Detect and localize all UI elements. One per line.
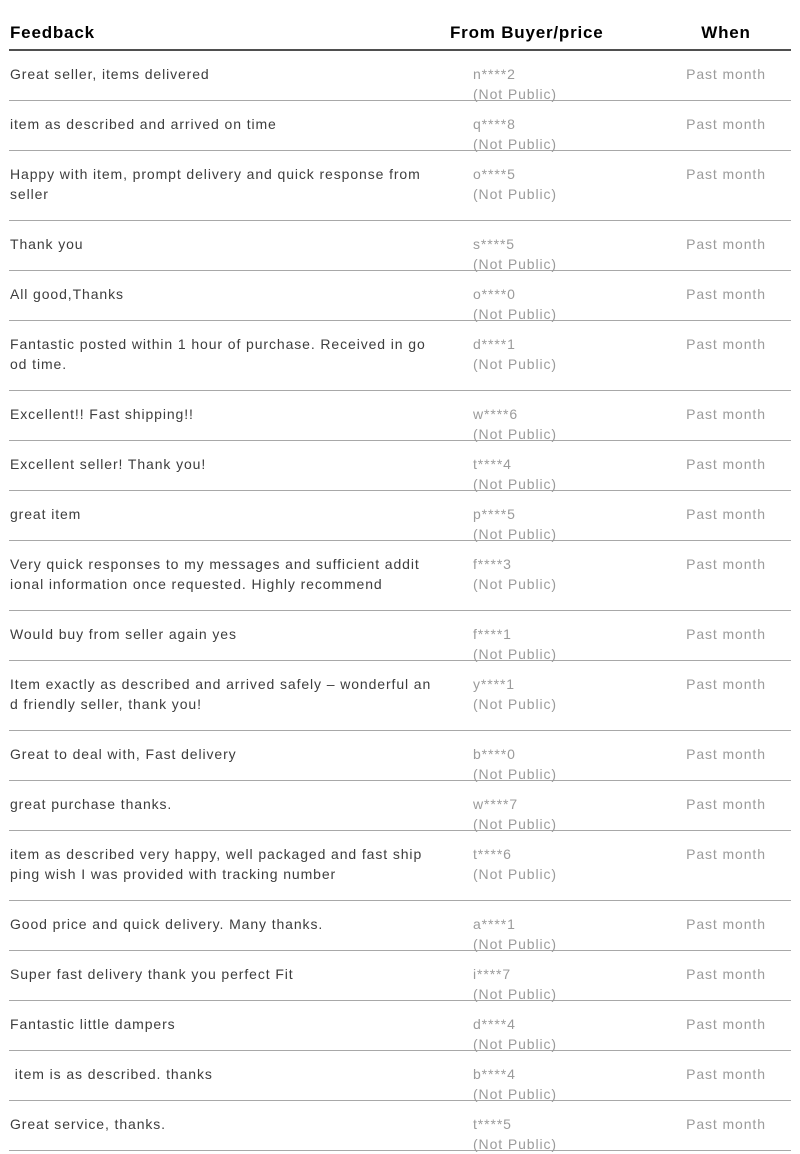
buyer-cell	[446, 914, 661, 952]
feedback-date: Past month	[686, 336, 766, 352]
feedback-row	[9, 901, 791, 951]
not-public-label: (Not Public)	[473, 866, 557, 882]
feedback-date: Past month	[686, 676, 766, 692]
buyer-cell	[446, 284, 661, 322]
not-public-label: (Not Public)	[473, 186, 557, 202]
buyer-cell	[446, 164, 661, 202]
feedback-comment: item as described and arrived on time	[10, 116, 277, 132]
feedback-comment: Item exactly as described and arrived safely – wonderful an d friendly seller, thank you!	[10, 676, 432, 712]
feedback-comment: Great to deal with, Fast delivery	[10, 746, 237, 762]
feedback-row	[9, 441, 791, 491]
not-public-label: (Not Public)	[473, 426, 557, 442]
buyer-masked-id: w****7	[473, 796, 519, 812]
feedback-date: Past month	[686, 796, 766, 812]
not-public-label: (Not Public)	[473, 136, 557, 152]
feedback-date: Past month	[686, 456, 766, 472]
buyer-cell	[446, 234, 661, 272]
buyer-cell	[446, 404, 661, 442]
feedback-date: Past month	[686, 506, 766, 522]
not-public-label: (Not Public)	[473, 696, 557, 712]
feedback-row	[9, 831, 791, 901]
column-header-feedback: Feedback	[10, 23, 95, 42]
feedback-comment: Super fast delivery thank you perfect Fit	[10, 966, 294, 982]
feedback-date: Past month	[686, 66, 766, 82]
feedback-comment: Good price and quick delivery. Many thanks.	[10, 916, 324, 932]
column-header-when: When	[701, 23, 751, 42]
buyer-masked-id: t****4	[473, 456, 512, 472]
feedback-table	[9, 0, 791, 1151]
feedback-row	[9, 321, 791, 391]
feedback-row	[9, 151, 791, 221]
feedback-comment: item is as described. thanks	[10, 1066, 213, 1082]
not-public-label: (Not Public)	[473, 86, 557, 102]
feedback-comment: Would buy from seller again yes	[10, 626, 237, 642]
buyer-masked-id: i****7	[473, 966, 512, 982]
feedback-row	[9, 951, 791, 1001]
not-public-label: (Not Public)	[473, 816, 557, 832]
buyer-cell	[446, 844, 661, 882]
buyer-masked-id: f****3	[473, 556, 512, 572]
feedback-date: Past month	[686, 916, 766, 932]
not-public-label: (Not Public)	[473, 646, 557, 662]
not-public-label: (Not Public)	[473, 256, 557, 272]
feedback-date: Past month	[686, 556, 766, 572]
buyer-cell	[446, 114, 661, 152]
buyer-cell	[446, 1014, 661, 1052]
feedback-comment: Fantastic little dampers	[10, 1016, 176, 1032]
buyer-cell	[446, 454, 661, 492]
buyer-cell	[446, 64, 661, 102]
feedback-comment: Thank you	[10, 236, 84, 252]
feedback-comment: Very quick responses to my messages and sufficient addit ional information once requested. Highly recommend	[10, 556, 420, 592]
buyer-cell	[446, 624, 661, 662]
not-public-label: (Not Public)	[473, 986, 557, 1002]
feedback-row	[9, 541, 791, 611]
feedback-comment: item as described very happy, well packaged and fast ship ping wish I was provided with tracking number	[10, 846, 423, 882]
feedback-date: Past month	[686, 116, 766, 132]
feedback-date: Past month	[686, 166, 766, 182]
not-public-label: (Not Public)	[473, 936, 557, 952]
feedback-date: Past month	[686, 1066, 766, 1082]
feedback-row	[9, 51, 791, 101]
feedback-row	[9, 1051, 791, 1101]
feedback-row	[9, 611, 791, 661]
feedback-row	[9, 221, 791, 271]
not-public-label: (Not Public)	[473, 306, 557, 322]
feedback-comment: Excellent!! Fast shipping!!	[10, 406, 194, 422]
feedback-comment: Great service, thanks.	[10, 1116, 166, 1132]
buyer-masked-id: n****2	[473, 66, 516, 82]
column-header-from-buyer-price: From Buyer/price	[450, 23, 604, 42]
feedback-date: Past month	[686, 846, 766, 862]
buyer-cell	[446, 964, 661, 1002]
feedback-comment: All good,Thanks	[10, 286, 124, 302]
feedback-row	[9, 1001, 791, 1051]
feedback-comment: Happy with item, prompt delivery and quick response from seller	[10, 166, 421, 202]
not-public-label: (Not Public)	[473, 766, 557, 782]
not-public-label: (Not Public)	[473, 356, 557, 372]
feedback-row	[9, 1101, 791, 1151]
table-header-row	[9, 0, 791, 51]
feedback-row	[9, 391, 791, 441]
buyer-cell	[446, 1114, 661, 1152]
feedback-comment: great purchase thanks.	[10, 796, 173, 812]
buyer-masked-id: b****0	[473, 746, 516, 762]
not-public-label: (Not Public)	[473, 526, 557, 542]
feedback-date: Past month	[686, 406, 766, 422]
buyer-cell	[446, 1064, 661, 1102]
not-public-label: (Not Public)	[473, 476, 557, 492]
feedback-date: Past month	[686, 286, 766, 302]
buyer-masked-id: t****5	[473, 1116, 512, 1132]
feedback-date: Past month	[686, 966, 766, 982]
buyer-masked-id: o****5	[473, 166, 516, 182]
not-public-label: (Not Public)	[473, 1086, 557, 1102]
buyer-masked-id: p****5	[473, 506, 516, 522]
feedback-row	[9, 661, 791, 731]
buyer-masked-id: d****4	[473, 1016, 516, 1032]
feedback-date: Past month	[686, 626, 766, 642]
buyer-masked-id: o****0	[473, 286, 516, 302]
feedback-date: Past month	[686, 1016, 766, 1032]
feedback-row	[9, 731, 791, 781]
buyer-masked-id: f****1	[473, 626, 512, 642]
buyer-masked-id: b****4	[473, 1066, 516, 1082]
feedback-comment: Fantastic posted within 1 hour of purchase. Received in go od time.	[10, 336, 426, 372]
buyer-cell	[446, 504, 661, 542]
feedback-row	[9, 781, 791, 831]
feedback-date: Past month	[686, 236, 766, 252]
buyer-masked-id: w****6	[473, 406, 519, 422]
buyer-masked-id: a****1	[473, 916, 516, 932]
feedback-row	[9, 101, 791, 151]
feedback-date: Past month	[686, 746, 766, 762]
buyer-cell	[446, 744, 661, 782]
feedback-row	[9, 271, 791, 321]
feedback-comment: Excellent seller! Thank you!	[10, 456, 207, 472]
buyer-cell	[446, 674, 661, 712]
buyer-masked-id: s****5	[473, 236, 515, 252]
buyer-masked-id: y****1	[473, 676, 515, 692]
feedback-date: Past month	[686, 1116, 766, 1132]
feedback-comment: Great seller, items delivered	[10, 66, 210, 82]
not-public-label: (Not Public)	[473, 576, 557, 592]
table-body	[9, 51, 791, 1151]
buyer-masked-id: d****1	[473, 336, 516, 352]
feedback-comment: great item	[10, 506, 82, 522]
buyer-masked-id: q****8	[473, 116, 516, 132]
not-public-label: (Not Public)	[473, 1036, 557, 1052]
buyer-cell	[446, 794, 661, 832]
buyer-cell	[446, 334, 661, 372]
buyer-masked-id: t****6	[473, 846, 512, 862]
not-public-label: (Not Public)	[473, 1136, 557, 1152]
feedback-row	[9, 491, 791, 541]
buyer-cell	[446, 554, 661, 592]
